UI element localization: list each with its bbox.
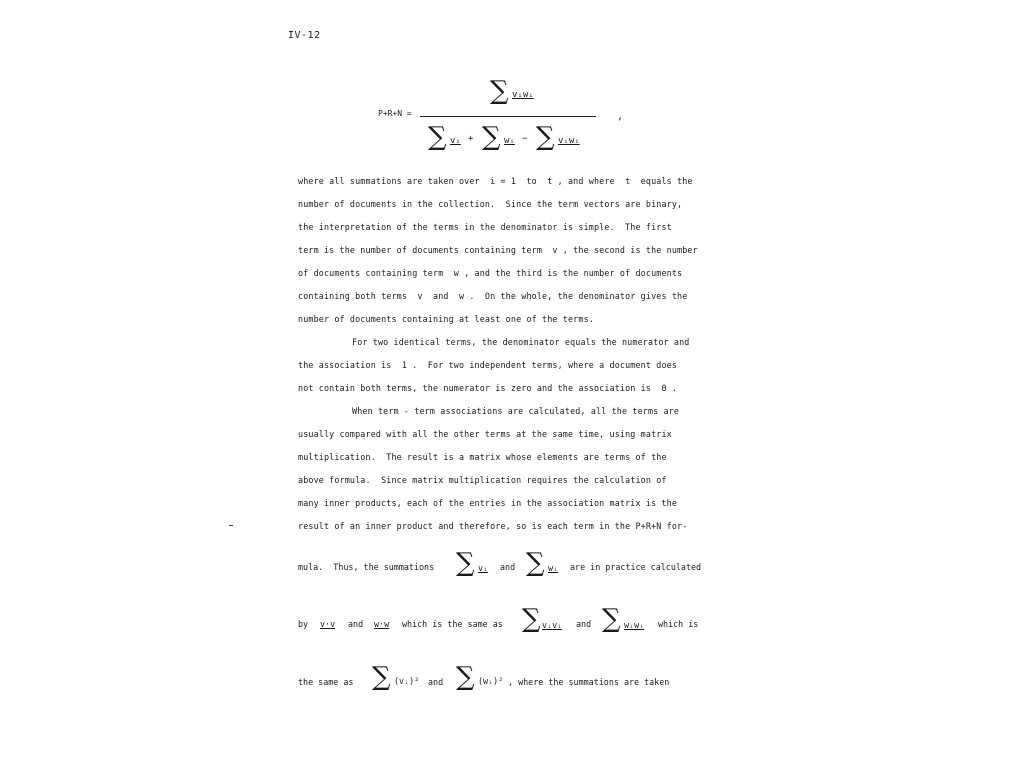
text-line: the association is 1 . For two independent terms, where a document does	[298, 360, 678, 370]
math-text: , where the summations are taken	[508, 677, 670, 687]
page-number: IV-12	[288, 30, 321, 41]
text-line: containing both terms v and w . On the whole, the denominator gives the	[298, 291, 688, 301]
sigma-icon: ∑	[482, 122, 501, 152]
sigma-icon: ∑	[456, 662, 475, 692]
sigma-icon: ∑	[522, 604, 541, 634]
math-term: wᵢwᵢ	[624, 620, 645, 630]
formula-comma: ,	[617, 111, 624, 122]
sigma-icon: ∑	[602, 604, 621, 634]
text-line: number of documents in the collection. Since the term vectors are binary,	[298, 199, 683, 209]
formula-lhs: P+R+N =	[378, 109, 412, 118]
math-line	[298, 664, 728, 704]
math-term: vᵢ	[478, 563, 489, 573]
math-line	[298, 606, 728, 646]
text-line: usually compared with all the other terms at the same time, using matrix	[298, 429, 672, 439]
sigma-icon: ∑	[428, 122, 447, 152]
margin-mark	[229, 525, 233, 526]
sigma-icon: ∑	[536, 122, 555, 152]
math-term: w·w	[374, 619, 390, 629]
formula-numerator: vᵢwᵢ	[512, 90, 534, 100]
math-term: v·v	[320, 619, 336, 629]
math-term: vᵢvᵢ	[542, 620, 563, 630]
text-line: term is the number of documents containing term v , the second is the number	[298, 245, 698, 255]
text-line: above formula. Since matrix multiplication requires the calculation of	[298, 475, 667, 485]
math-term: (vᵢ)²	[394, 676, 420, 686]
text-line: many inner products, each of the entries in the association matrix is the	[298, 498, 678, 508]
math-text: and	[428, 677, 444, 687]
math-text: and	[500, 562, 516, 572]
sigma-icon: ∑	[490, 76, 509, 106]
text-line: When term - term associations are calculated, all the terms are	[352, 406, 680, 416]
fraction-bar	[420, 116, 596, 117]
math-line	[298, 550, 728, 590]
math-term: wᵢ	[548, 563, 559, 573]
text-line: multiplication. The result is a matrix whose elements are terms of the	[298, 452, 667, 462]
denominator-plus: +	[468, 134, 474, 144]
math-text: by	[298, 619, 309, 629]
denominator-term-2: wᵢ	[504, 136, 515, 146]
sigma-icon: ∑	[526, 548, 545, 578]
math-text: mula. Thus, the summations	[298, 562, 435, 572]
denominator-term-1: vᵢ	[450, 136, 461, 146]
sigma-icon: ∑	[372, 662, 391, 692]
text-line: the interpretation of the terms in the denominator is simple. The first	[298, 222, 672, 232]
text-line: number of documents containing at least one of the terms.	[298, 314, 594, 324]
math-text: and	[576, 619, 592, 629]
math-text: and	[348, 619, 364, 629]
text-line: For two identical terms, the denominator equals the numerator and	[352, 337, 690, 347]
math-text: are in practice calculated	[570, 562, 702, 572]
text-line: of documents containing term w , and the third is the number of documents	[298, 268, 683, 278]
math-text: which is the same as	[402, 619, 503, 629]
sigma-icon: ∑	[456, 548, 475, 578]
math-term: (wᵢ)²	[478, 676, 504, 686]
text-line: result of an inner product and therefore, so is each term in the P+R+N for-	[298, 521, 688, 531]
math-text: the same as	[298, 677, 354, 687]
text-line: where all summations are taken over i = 1 to t , and where t equals the	[298, 176, 693, 186]
denominator-minus: −	[522, 134, 528, 144]
association-formula	[378, 76, 628, 162]
denominator-term-3: vᵢwᵢ	[558, 136, 580, 146]
text-line: not contain both terms, the numerator is zero and the association is 0 .	[298, 383, 678, 393]
math-text: which is	[658, 619, 699, 629]
